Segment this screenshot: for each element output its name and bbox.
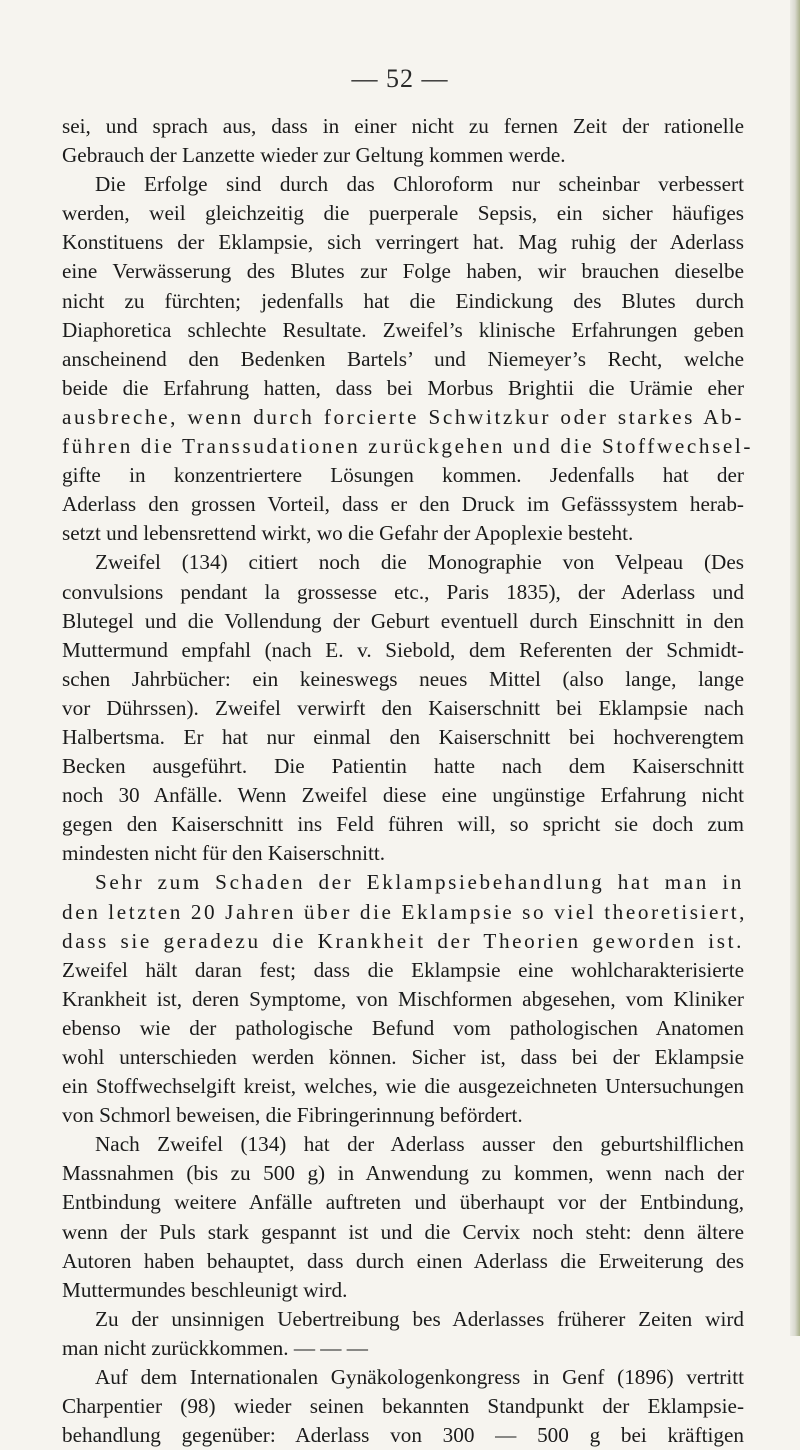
text-line: vor Dührssen). Zweifel verwirft den Kaiserschnitt bei Eklampsie nach <box>62 695 744 720</box>
text-line: von Schmorl beweisen, die Fibringerinnung befördert. <box>62 1103 523 1128</box>
text-line: ebenso wie der pathologische Befund vom pathologischen Anatomen <box>62 1015 744 1040</box>
text-line: gifte in konzentriertere Lösungen kommen. Jedenfalls hat der <box>62 463 744 488</box>
text-line: eine Verwässerung des Blutes zur Folge haben, wir brauchen dieselbe <box>62 259 744 284</box>
text-line: Massnahmen (bis zu 500 g) in Anwendung zu kommen, wenn nach der <box>62 1161 744 1186</box>
text-line: Becken ausgeführt. Die Patientin hatte nach dem Kaiserschnitt <box>62 754 744 779</box>
text-line: Gebrauch der Lanzette wieder zur Geltung kommen werde. <box>62 143 566 168</box>
paragraph <box>62 112 744 170</box>
page-number: — 52 — <box>351 64 449 93</box>
text-line: man nicht zurückkommen. — — — <box>62 1335 368 1360</box>
text-line: Diaphoretica schlechte Resultate. Zweifel’s klinische Erfahrungen geben <box>62 317 744 342</box>
text-line: noch 30 Anfälle. Wenn Zweifel diese eine ungünstige Erfahrung nicht <box>62 783 744 808</box>
text-line: Charpentier (98) wieder seinen bekannten Standpunkt der Eklampsie- <box>62 1394 744 1419</box>
paragraph <box>62 1363 744 1450</box>
text-line: führen die Transsudationen zurückgehen und die Stoffwechsel- <box>62 434 754 459</box>
page-edge <box>790 0 800 1336</box>
text-line: Auf dem Internationalen Gynäkologenkongress in Genf (1896) vertritt <box>95 1365 744 1390</box>
text-line: Nach Zweifel (134) hat der Aderlass ausser den geburtshilflichen <box>95 1132 744 1157</box>
text-line: Sehr zum Schaden der Eklampsiebehandlung hat man in <box>95 870 744 895</box>
text-line: schen Jahrbücher: ein keineswegs neues Mittel (also lange, lange <box>62 666 744 691</box>
text-line: Halbertsma. Er hat nur einmal den Kaiserschnitt bei hochverengtem <box>62 724 744 749</box>
text-line: ausbreche, wenn durch forcierte Schwitzkur oder starkes Ab- <box>62 404 744 429</box>
text-line: sei, und sprach aus, dass in einer nicht zu fernen Zeit der rationelle <box>62 114 744 138</box>
text-line: beide die Erfahrung hatten, dass bei Morbus Brightii die Urämie eher <box>62 375 744 400</box>
text-line: Zu der unsinnigen Uebertreibung bes Aderlasses früherer Zeiten wird <box>95 1306 744 1331</box>
text-line: convulsions pendant la grossesse etc., Paris 1835), der Aderlass und <box>62 579 744 604</box>
text-line: wenn der Puls stark gespannt ist und die Cervix noch steht: denn ältere <box>62 1219 744 1244</box>
paragraph <box>62 1305 744 1363</box>
text-line: Zweifel (134) citiert noch die Monographie von Velpeau (Des <box>95 550 744 575</box>
text-line: Muttermund empfahl (nach E. v. Siebold, dem Referenten der Schmidt- <box>62 637 744 662</box>
text-line: ein Stoffwechselgift kreist, welches, wie die ausgezeichneten Untersuchungen <box>62 1074 744 1099</box>
text-line: Die Erfolge sind durch das Chloroform nur scheinbar verbessert <box>95 172 744 197</box>
paragraph <box>62 868 748 1130</box>
text-line: setzt und lebensrettend wirkt, wo die Gefahr der Apoplexie besteht. <box>62 521 634 546</box>
text-line: anscheinend den Bedenken Bartels’ und Niemeyer’s Recht, welche <box>62 346 744 371</box>
text-line: nicht zu fürchten; jedenfalls hat die Eindickung des Blutes durch <box>62 288 744 313</box>
text-line: gegen den Kaiserschnitt ins Feld führen will, so spricht sie doch zum <box>62 812 744 837</box>
text-line: Aderlass den grossen Vorteil, dass er den Druck im Gefässsystem herab- <box>62 492 744 517</box>
text-line: werden, weil gleichzeitig die puerperale Sepsis, ein sicher häufiges <box>62 201 744 226</box>
text-line: dass sie geradezu die Krankheit der Theorien geworden ist. <box>62 928 744 953</box>
text-line: Muttermundes beschleunigt wird. <box>62 1277 348 1302</box>
text-line: Konstituens der Eklampsie, sich verringert hat. Mag ruhig der Aderlass <box>62 230 744 255</box>
text-line: Zweifel hält daran fest; dass die Eklampsie eine wohlcharakterisierte <box>62 957 744 982</box>
text-line: Blutegel und die Vollendung der Geburt eventuell durch Einschnitt in den <box>62 608 744 633</box>
paragraph <box>62 1130 744 1305</box>
body-text <box>62 112 754 1450</box>
text-line: mindesten nicht für den Kaiserschnitt. <box>62 841 386 866</box>
text-line: Entbindung weitere Anfälle auftreten und überhaupt vor der Entbindung, <box>62 1190 744 1215</box>
text-line: behandlung gegenüber: Aderlass von 300 — 500 g bei kräftigen <box>62 1423 744 1448</box>
paragraph <box>62 170 754 548</box>
text-line: den letzten 20 Jahren über die Eklampsie so viel theoretisiert, <box>62 899 748 924</box>
text-line: Autoren haben behauptet, dass durch einen Aderlass die Erweiterung des <box>62 1248 744 1273</box>
paragraph <box>62 548 744 868</box>
text-line: wohl unterschieden werden können. Sicher ist, dass bei der Eklampsie <box>62 1045 744 1069</box>
text-line: Krankheit ist, deren Symptome, von Mischformen abgesehen, vom Kliniker <box>62 986 744 1011</box>
